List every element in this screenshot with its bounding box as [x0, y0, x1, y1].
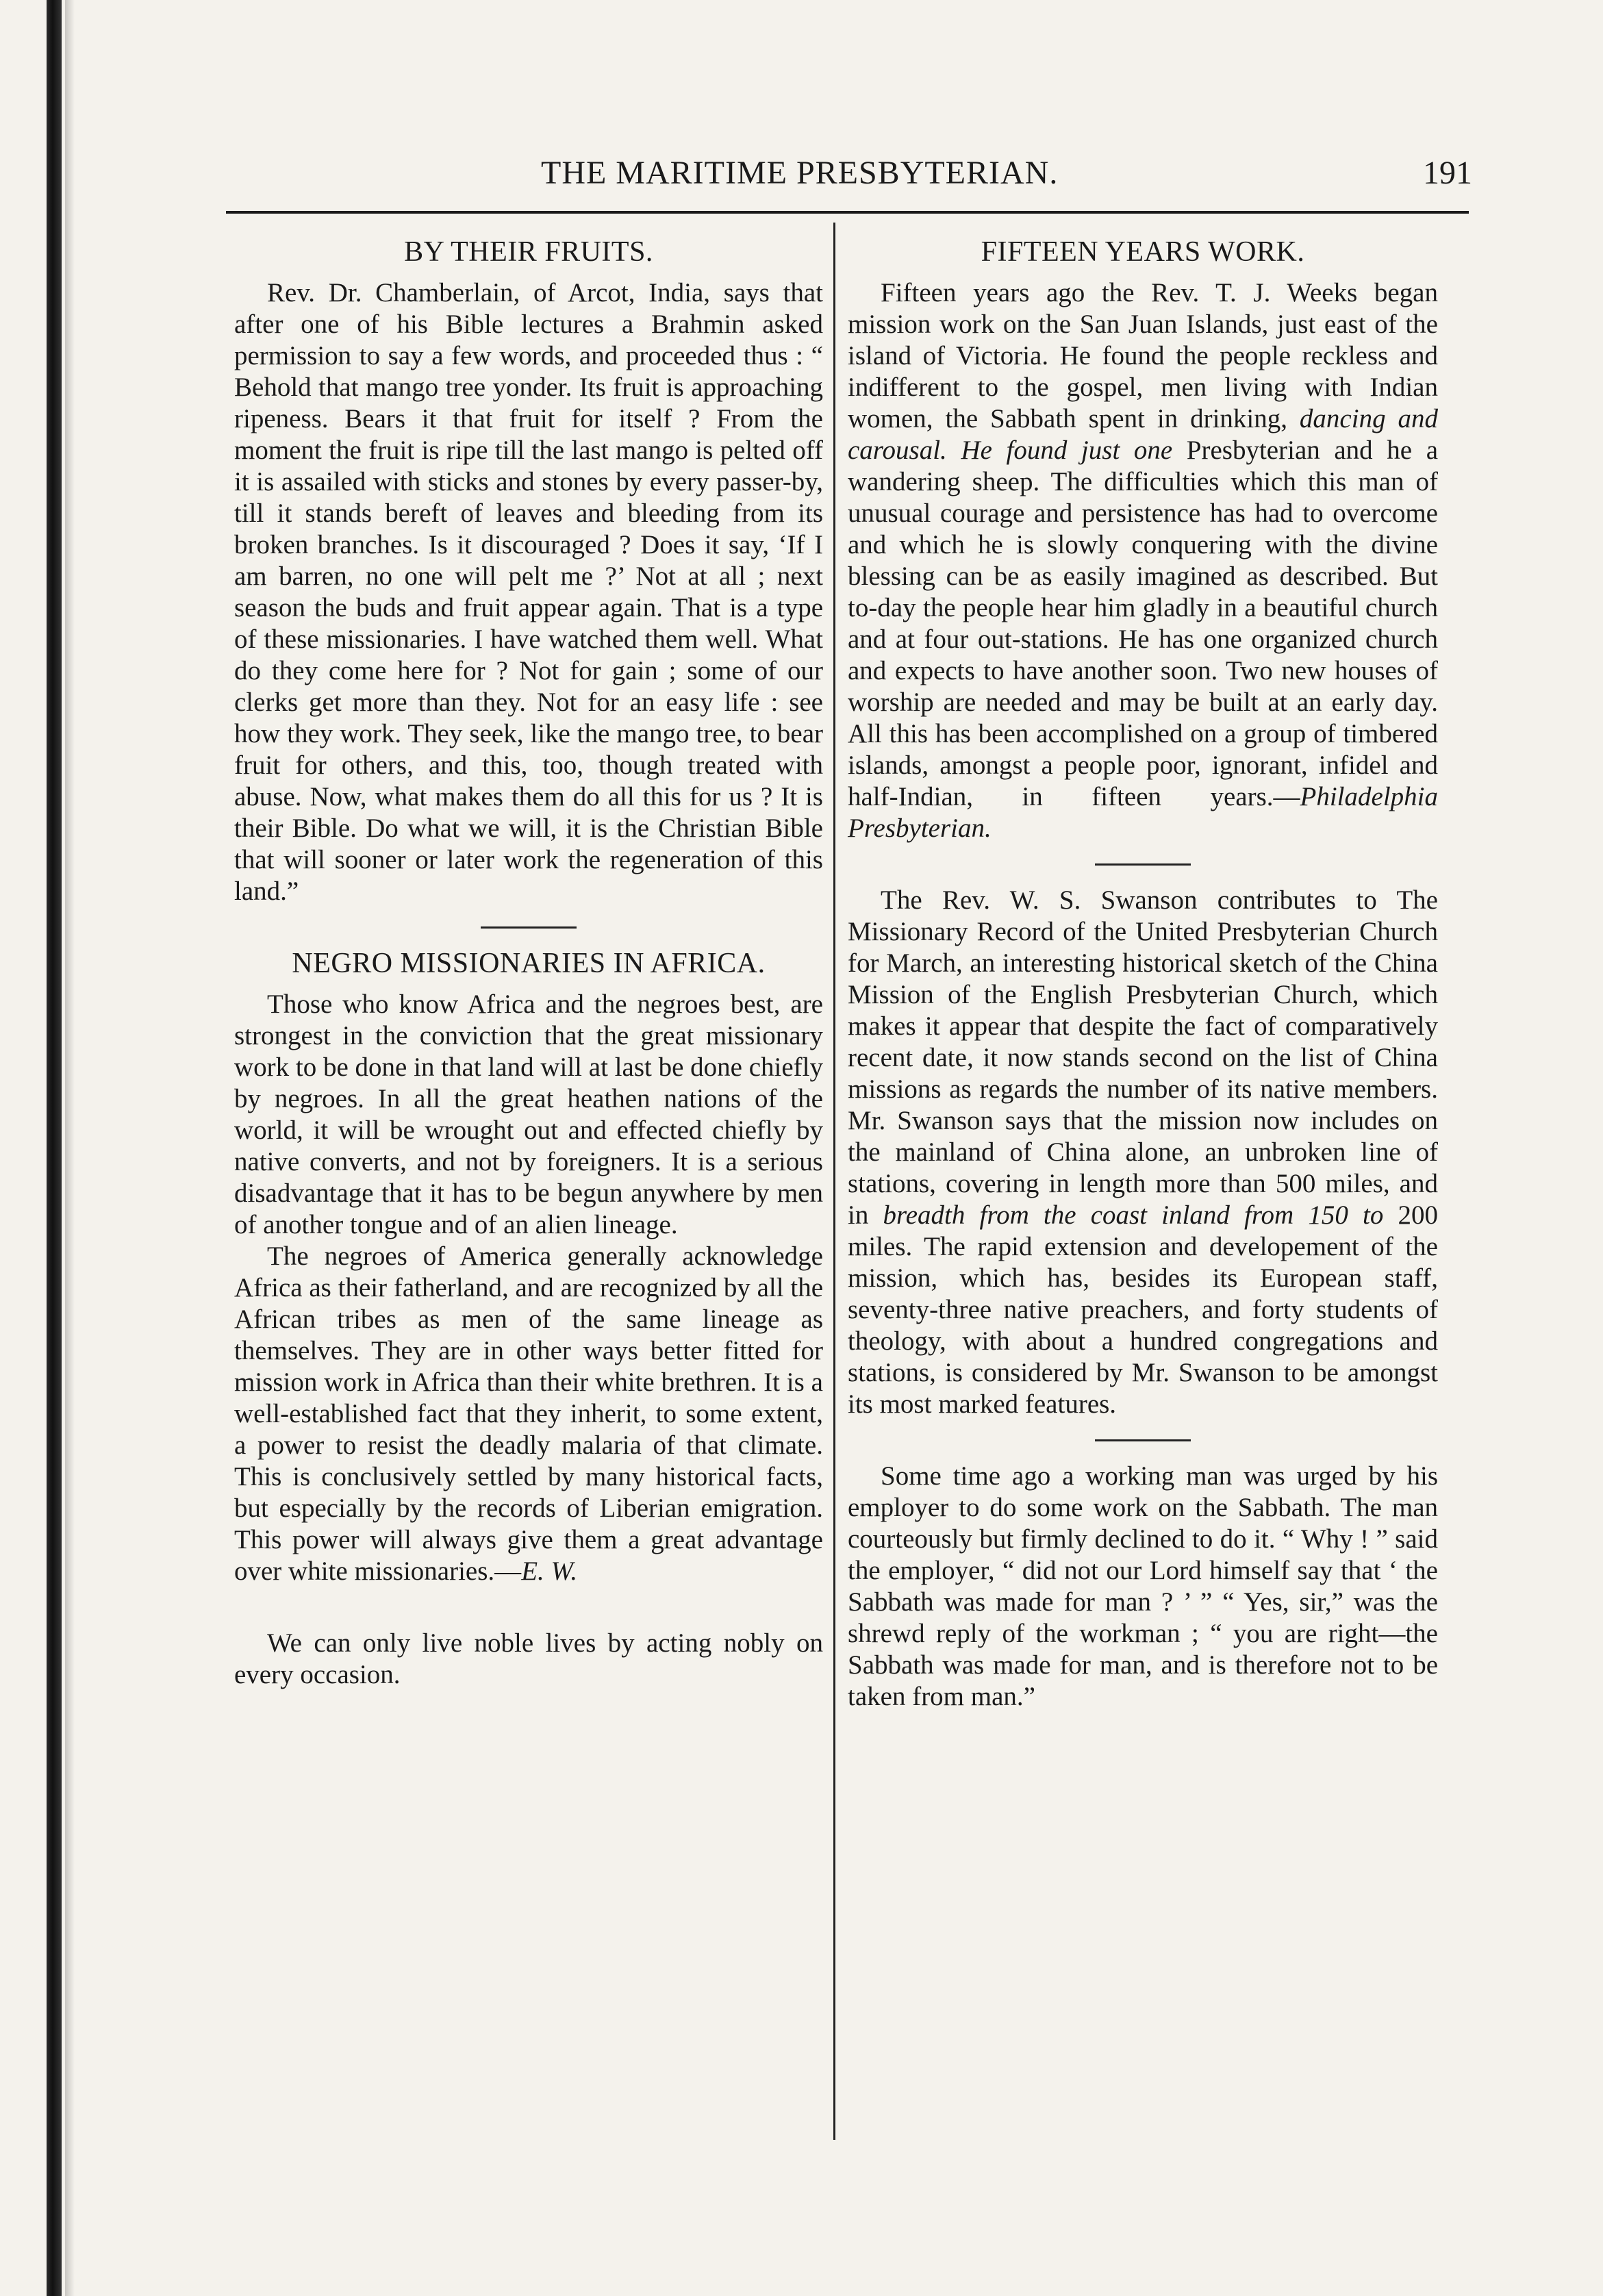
- section-rule: [481, 926, 577, 929]
- article-body-negro-missionaries-p1: Those who know Africa and the negroes best, are strongest in the conviction that the great missionary work to be done in that land will at last be done chiefly by negroes. In all the great heathen nations of the world, it will be wrought out and effected chiefly by native converts, and not by foreigners. It is a serious disadvantage that it has to be begun anywhere by men of another tongue and of an alien lineage.: [234, 989, 823, 1239]
- binding-edge: [47, 0, 62, 2296]
- left-column: [234, 236, 823, 1691]
- section-rule: [1095, 863, 1191, 866]
- article-body-negro-missionaries-p2-text: The negroes of America generally acknowledge Africa as their fatherland, and are recognized by all the African tribes as men of the same lineage as themselves. They are in other ways better fitted for mission work in Africa than their white brethren. It is a well-established fact that they inherit, to some extent, a power to resist the deadly malaria of that climate. This is conclusively settled by many historical facts, but especially by the records of Liberian emigration. This power will always give them a great advantage over white missionaries.—: [234, 1241, 823, 1586]
- article-signature: E. W.: [521, 1556, 578, 1586]
- article-body-fifteen-years: [848, 277, 1438, 844]
- binding-shadow: [65, 0, 75, 2296]
- running-title: THE MARITIME PRESBYTERIAN.: [541, 155, 1059, 191]
- article-title-negro-missionaries: NEGRO MISSIONARIES IN AFRICA.: [292, 948, 766, 979]
- fifteen-years-text-c: Presbyterian and he a wandering sheep. The difficulties which this man of unusual courage and persistence has had to overcome and which he is slowly conquering with the divine blessing can be as easily imagined as described. But to-day the people hear him gladly in a beautiful church and at four out-stations. He has one organized church and expects to have another soon. Two new houses of worship are needed and may be built at an early day. All this has been accomplished on a group of timbered islands, amongst a people poor, ignorant, infidel and half-Indian, in fifteen years.—: [848, 436, 1438, 811]
- swanson-text-c: 200 miles. The rapid extension and developement of the mission, which has, besides its European staff, seventy-three native preachers, and forty students of theology, with about a hundred congregations and stations, is considered by Mr. Swanson to be amongst its most marked features.: [848, 1200, 1439, 1419]
- article-body-by-their-fruits: Rev. Dr. Chamberlain, of Arcot, India, says that after one of his Bible lectures a Brahmin asked permission to say a few words, and proceeded thus : “ Behold that mango tree yonder. Its fruit is approaching ripeness. Bears it that fruit for itself ? From the moment the fruit is ripe till the last mango is pelted off it is assailed with sticks and stones by every passer-by, till it stands bereft of leaves and bleeding from its broken branches. Is it discouraged ? Does it say, ‘If I am barren, no one will pelt me ?’ Not at all ; next season the buds and fruit appear again. That is a type of these missionaries. I have watched them well. What do they come here for ? Not for gain ; some of our clerks get more than they. Not for an easy life : see how they work. They seek, like the mango tree, to bear fruit for others, and this, too, though treated with abuse. Now, what makes them do all this for us ? It is their Bible. Do what we will, it is the Christian Bible that will sooner or later work the regeneration of this land.”: [234, 278, 823, 906]
- column-divider: [833, 223, 835, 2140]
- right-column: [848, 236, 1438, 1713]
- page-number: 191: [1423, 155, 1472, 191]
- article-body-sabbath: Some time ago a working man was urged by his employer to do some work on the Sabbath. The man courteously but firmly declined to do it. “ Why ! ” said the employer, “ did not our Lord himself say that ‘ the Sabbath was made for man ? ’ ” “ Yes, sir,” was the shrewd reply of the workman ; “ you are right—the Sabbath was made for man, and is therefore not to be taken from man.”: [848, 1461, 1438, 1711]
- swanson-text-a: The Rev. W. S. Swanson contributes to The Missionary Record of the United Presbyterian Church for March, an interesting historical sketch of the China Mission of the English Presbyterian Church, which makes it appear that despite the fact of comparatively recent date, it now stands second on the list of China missions as regards the number of its native members. Mr. Swanson says that the mission now includes on the mainland of China alone, an unbroken line of stations, covering in length more than 500 miles, and in: [848, 885, 1438, 1230]
- header-rule: [226, 211, 1469, 214]
- section-rule: [1095, 1439, 1191, 1441]
- article-body-negro-missionaries-p2: [234, 1241, 823, 1587]
- article-source: Philadelphia Presbyterian.: [848, 782, 1438, 843]
- article-title-by-their-fruits: BY THEIR FRUITS.: [404, 236, 653, 268]
- closing-maxim: We can only live noble lives by acting nobly on every occasion.: [234, 1628, 823, 1689]
- fifteen-years-text-a: Fifteen years ago the Rev. T. J. Weeks began mission work on the San Juan Islands, just east of the island of Victoria. He found the people reckless and indifferent to the gospel, men living with Indian women, the Sabbath spent in drinking,: [848, 278, 1438, 433]
- article-title-fifteen-years: FIFTEEN YEARS WORK.: [981, 236, 1305, 268]
- swanson-text-b: breadth from the coast inland from 150 to: [883, 1200, 1384, 1230]
- fifteen-years-text-b: dancing and carousal. He found just one: [848, 404, 1438, 465]
- section-gap: [481, 1606, 577, 1609]
- page-header: [226, 154, 1472, 202]
- article-body-swanson: [848, 885, 1438, 1420]
